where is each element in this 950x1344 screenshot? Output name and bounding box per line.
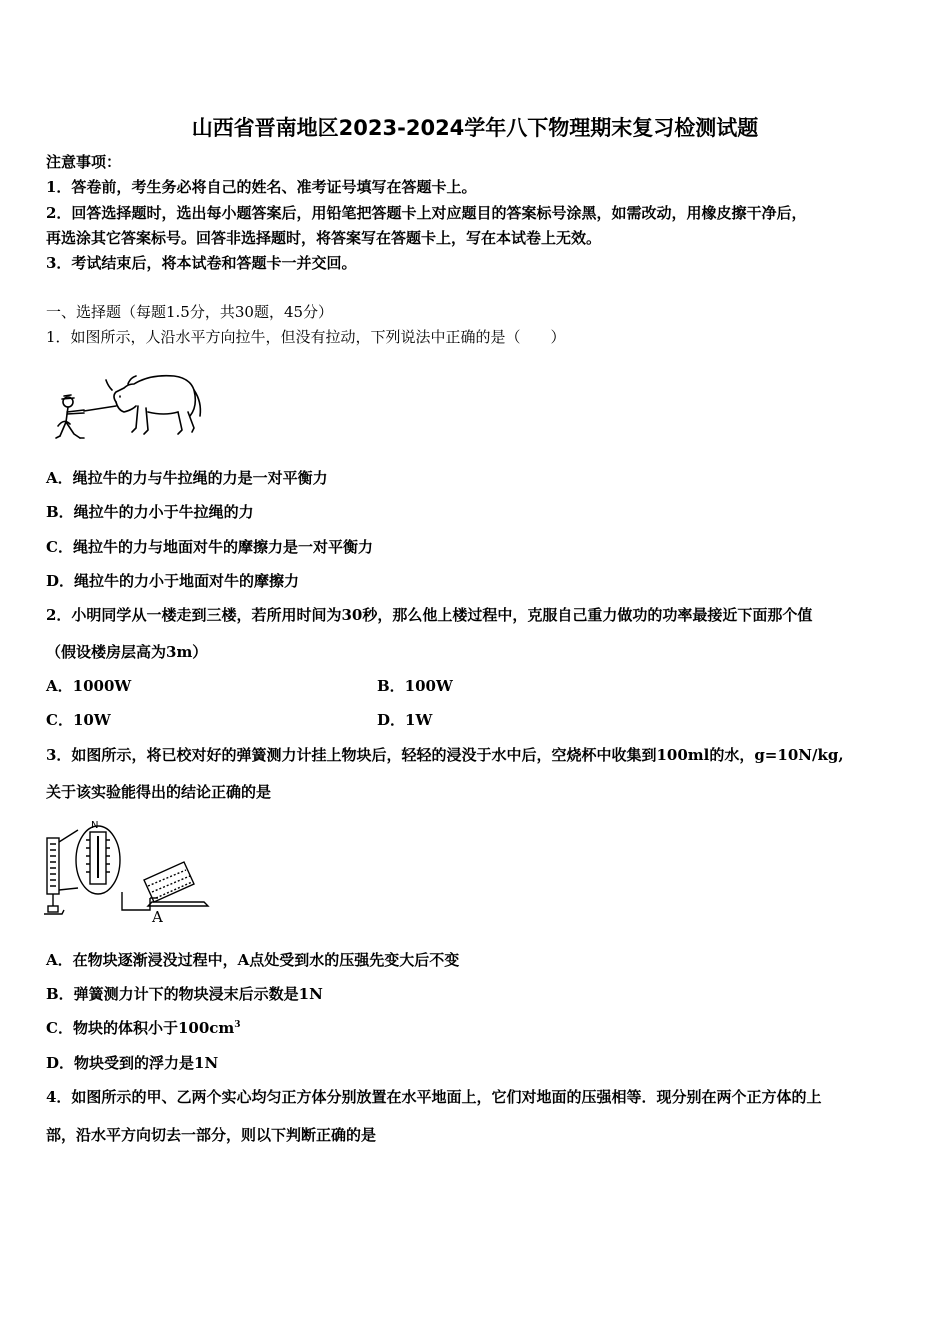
question-2-stem: 2．小明同学从一楼走到三楼，若所用时间为30秒，那么他上楼过程中，克服自己重力做功的功率最接近下面那个值 — [46, 606, 813, 624]
question-1-option-b: B．绳拉牛的力小于牛拉绳的力 — [46, 503, 254, 521]
point-a-label: A — [152, 908, 163, 926]
question-2-option-d: D．1W — [377, 711, 433, 729]
notice-heading: 注意事项： — [46, 153, 122, 171]
notice-item: 1．答卷前，考生务必将自己的姓名、准考证号填写在答题卡上。 — [46, 178, 477, 196]
question-1-option-d: D．绳拉牛的力小于地面对牛的摩擦力 — [46, 572, 300, 590]
question-1-stem: 1．如图所示，人沿水平方向拉牛，但没有拉动，下列说法中正确的是（ ） — [46, 328, 566, 346]
question-3-option-d: D．物块受到的浮力是1N — [46, 1054, 219, 1072]
notice-item: 再选涂其它答案标号。回答非选择题时，将答案写在答题卡上，写在本试卷上无效。 — [46, 229, 602, 247]
question-2-option-b: B．100W — [377, 677, 453, 695]
question-2-option-a: A．1000W — [46, 677, 132, 695]
scale-unit-label: N — [91, 820, 99, 831]
option-c-text: C．物块的体积小于100cm — [46, 1019, 235, 1037]
question-3-stem-cont: 关于该实验能得出的结论正确的是 — [46, 783, 272, 801]
question-1-option-c: C．绳拉牛的力与地面对牛的摩擦力是一对平衡力 — [46, 538, 373, 556]
page-title: 山西省晋南地区2023-2024学年八下物理期末复习检测试题 — [191, 116, 759, 140]
question-2-stem-cont: （假设楼房层高为3m） — [46, 643, 208, 661]
question-3-option-a: A．在物块逐渐浸没过程中，A点处受到水的压强先变大后不变 — [46, 951, 460, 969]
spring-scale-figure — [44, 818, 214, 930]
notice-item: 3．考试结束后，将本试卷和答题卡一并交回。 — [46, 254, 357, 272]
section-heading: 一、选择题（每题1.5分，共30题，45分） — [46, 303, 334, 321]
person-pulling-ox-figure — [54, 366, 204, 446]
question-1-option-a: A．绳拉牛的力与牛拉绳的力是一对平衡力 — [46, 469, 328, 487]
question-3-option-b: B．弹簧测力计下的物块浸末后示数是1N — [46, 985, 323, 1003]
question-4-stem: 4．如图所示的甲、乙两个实心均匀正方体分别放置在水平地面上，它们对地面的压强相等．现分别在两个正方体的上 — [46, 1088, 822, 1106]
question-3-option-c — [46, 1018, 241, 1038]
question-2-option-c: C．10W — [46, 711, 111, 729]
option-c-superscript: 3 — [234, 1020, 241, 1030]
question-3-stem: 3．如图所示，将已校对好的弹簧测力计挂上物块后，轻轻的浸没于水中后，空烧杯中收集到100ml的水，g=10N/kg, — [46, 746, 844, 764]
notice-item: 2．回答选择题时，选出每小题答案后，用铅笔把答题卡上对应题目的答案标号涂黑，如需改动，用橡皮擦干净后， — [46, 204, 807, 222]
question-4-stem-cont: 部，沿水平方向切去一部分，则以下判断正确的是 — [46, 1126, 377, 1144]
